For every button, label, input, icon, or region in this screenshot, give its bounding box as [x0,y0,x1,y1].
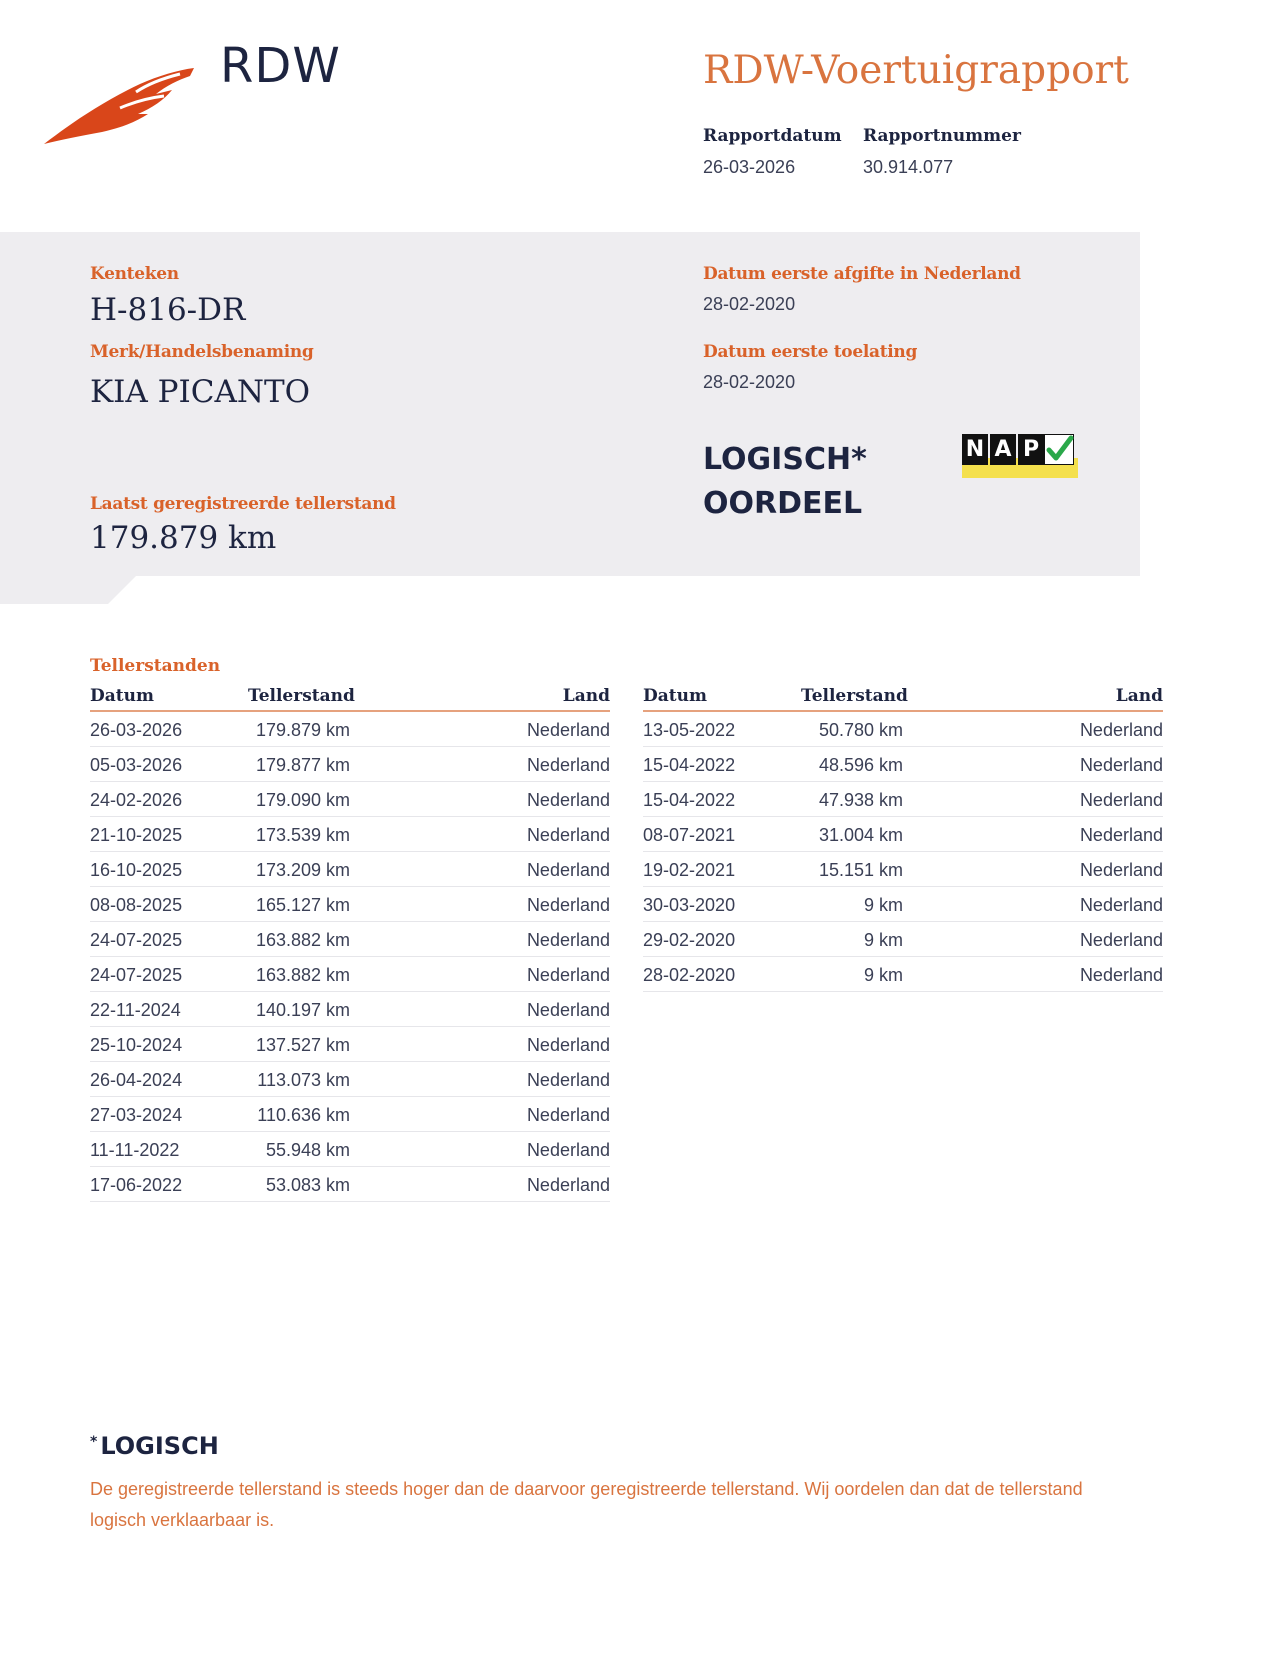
make-label: Merk/Handelsbenaming [90,342,314,362]
cell-country: Nederland [526,1070,610,1090]
cell-date: 24-07-2025 [90,930,183,950]
cell-reading: 179.090 km [255,790,350,810]
first-admission-label: Datum eerste toelating [703,342,918,362]
cell-country: Nederland [526,1000,610,1020]
nap-logo [962,434,1078,482]
cell-date: 24-02-2026 [90,790,183,810]
table-row [90,817,610,852]
table-row [643,817,1163,852]
cell-date: 15-04-2022 [643,790,736,810]
license-plate: H-816-DR [90,292,246,328]
cell-date: 27-03-2024 [90,1105,183,1125]
panel-tab-decoration [0,576,136,604]
table-row [643,782,1163,817]
cell-country: Nederland [1079,895,1163,915]
table-row [90,782,610,817]
cell-reading: 140.197 km [255,1000,350,1020]
cell-date: 21-10-2025 [90,825,183,845]
cell-date: 26-03-2026 [90,720,183,740]
header-country: Land [562,686,610,706]
table-header [643,684,1163,712]
cell-country: Nederland [526,1035,610,1055]
last-odometer-value: 179.879 km [90,520,277,556]
cell-reading: 9 km [863,895,903,915]
cell-country: Nederland [526,790,610,810]
cell-date: 28-02-2020 [643,965,736,985]
plate-label: Kenteken [90,264,179,284]
cell-country: Nederland [526,755,610,775]
verdict-line-2: OORDEEL [703,486,863,521]
cell-country: Nederland [526,860,610,880]
cell-reading: 165.127 km [255,895,350,915]
table-row [643,922,1163,957]
cell-date: 08-08-2025 [90,895,183,915]
cell-date: 26-04-2024 [90,1070,183,1090]
table-row [643,887,1163,922]
table-row [90,712,610,747]
table-row [90,1062,610,1097]
cell-reading: 173.539 km [255,825,350,845]
nap-letter-a: A [990,434,1016,465]
cell-reading: 31.004 km [818,825,903,845]
cell-country: Nederland [526,895,610,915]
last-odometer-label: Laatst geregistreerde tellerstand [90,494,396,514]
cell-reading: 110.636 km [257,1105,350,1125]
cell-country: Nederland [526,825,610,845]
cell-reading: 55.948 km [265,1140,350,1160]
cell-country: Nederland [1079,720,1163,740]
header-country: Land [1115,686,1163,706]
cell-country: Nederland [526,1140,610,1160]
cell-reading: 163.882 km [255,965,350,985]
cell-reading: 9 km [863,965,903,985]
cell-country: Nederland [526,720,610,740]
cell-date: 29-02-2020 [643,930,736,950]
cell-reading: 47.938 km [818,790,903,810]
brand-name: RDW [220,38,341,94]
report-title: RDW-Voertuigrapport [703,48,1129,93]
report-number: 30.914.077 [863,157,954,177]
cell-date: 13-05-2022 [643,720,736,740]
footnote-text: De geregistreerde tellerstand is steeds hoger dan de daarvoor geregistreerde tellerstand. Wij oordelen dan dat de tellerstand logisch verklaarbaar is. [90,1479,1083,1530]
cell-country: Nederland [1079,825,1163,845]
checkmark-icon [1044,434,1074,465]
report-number-label: Rapportnummer [863,126,1021,146]
report-date-label: Rapportdatum [703,126,842,146]
cell-date: 24-07-2025 [90,965,183,985]
cell-reading: 137.527 km [255,1035,350,1055]
table-row [90,1097,610,1132]
footnote-title [90,1432,219,1460]
cell-date: 05-03-2026 [90,755,183,775]
odometer-table-right [643,684,1163,992]
cell-reading: 15.151 km [818,860,903,880]
cell-date: 30-03-2020 [643,895,736,915]
nap-letter-n: N [962,434,988,465]
cell-reading: 50.780 km [818,720,903,740]
cell-country: Nederland [1079,965,1163,985]
table-header [90,684,610,712]
table-row [643,852,1163,887]
cell-country: Nederland [1079,860,1163,880]
header-reading: Tellerstand [248,686,355,706]
table-row [90,1027,610,1062]
footnote-star: * [90,1434,98,1450]
first-admission-date: 28-02-2020 [703,372,796,392]
odometer-table-left [90,684,610,1202]
cell-date: 11-11-2022 [90,1140,180,1160]
table-row [90,852,610,887]
first-issue-nl-label: Datum eerste afgifte in Nederland [703,264,1021,284]
cell-country: Nederland [1079,755,1163,775]
cell-reading: 53.083 km [265,1175,350,1195]
table-row [90,887,610,922]
cell-reading: 173.209 km [255,860,350,880]
cell-country: Nederland [526,965,610,985]
first-issue-nl-date: 28-02-2020 [703,294,796,314]
footnote-title-text: LOGISCH [100,1432,219,1460]
cell-date: 08-07-2021 [643,825,736,845]
cell-country: Nederland [1079,930,1163,950]
header-date: Datum [643,686,707,706]
odometer-section-title: Tellerstanden [90,656,221,676]
nap-letter-p: P [1018,434,1044,465]
header-reading: Tellerstand [801,686,908,706]
cell-country: Nederland [526,930,610,950]
verdict-line-1: LOGISCH* [703,442,867,477]
table-row [643,957,1163,992]
cell-date: 15-04-2022 [643,755,736,775]
table-row [90,747,610,782]
cell-reading: 48.596 km [818,755,903,775]
table-row [90,1132,610,1167]
report-date: 26-03-2026 [703,157,796,177]
cell-reading: 113.073 km [257,1070,350,1090]
table-row [643,712,1163,747]
table-row [90,1167,610,1202]
cell-country: Nederland [1079,790,1163,810]
cell-reading: 179.879 km [255,720,350,740]
cell-date: 19-02-2021 [643,860,736,880]
cell-reading: 9 km [863,930,903,950]
cell-country: Nederland [526,1175,610,1195]
cell-date: 17-06-2022 [90,1175,183,1195]
table-row [643,747,1163,782]
cell-date: 25-10-2024 [90,1035,183,1055]
vehicle-make: KIA PICANTO [90,374,311,410]
cell-date: 16-10-2025 [90,860,183,880]
cell-reading: 179.877 km [255,755,350,775]
rdw-logo-icon [40,62,200,150]
table-row [90,957,610,992]
table-row [90,992,610,1027]
cell-date: 22-11-2024 [90,1000,181,1020]
cell-country: Nederland [526,1105,610,1125]
header-date: Datum [90,686,154,706]
cell-reading: 163.882 km [255,930,350,950]
table-row [90,922,610,957]
